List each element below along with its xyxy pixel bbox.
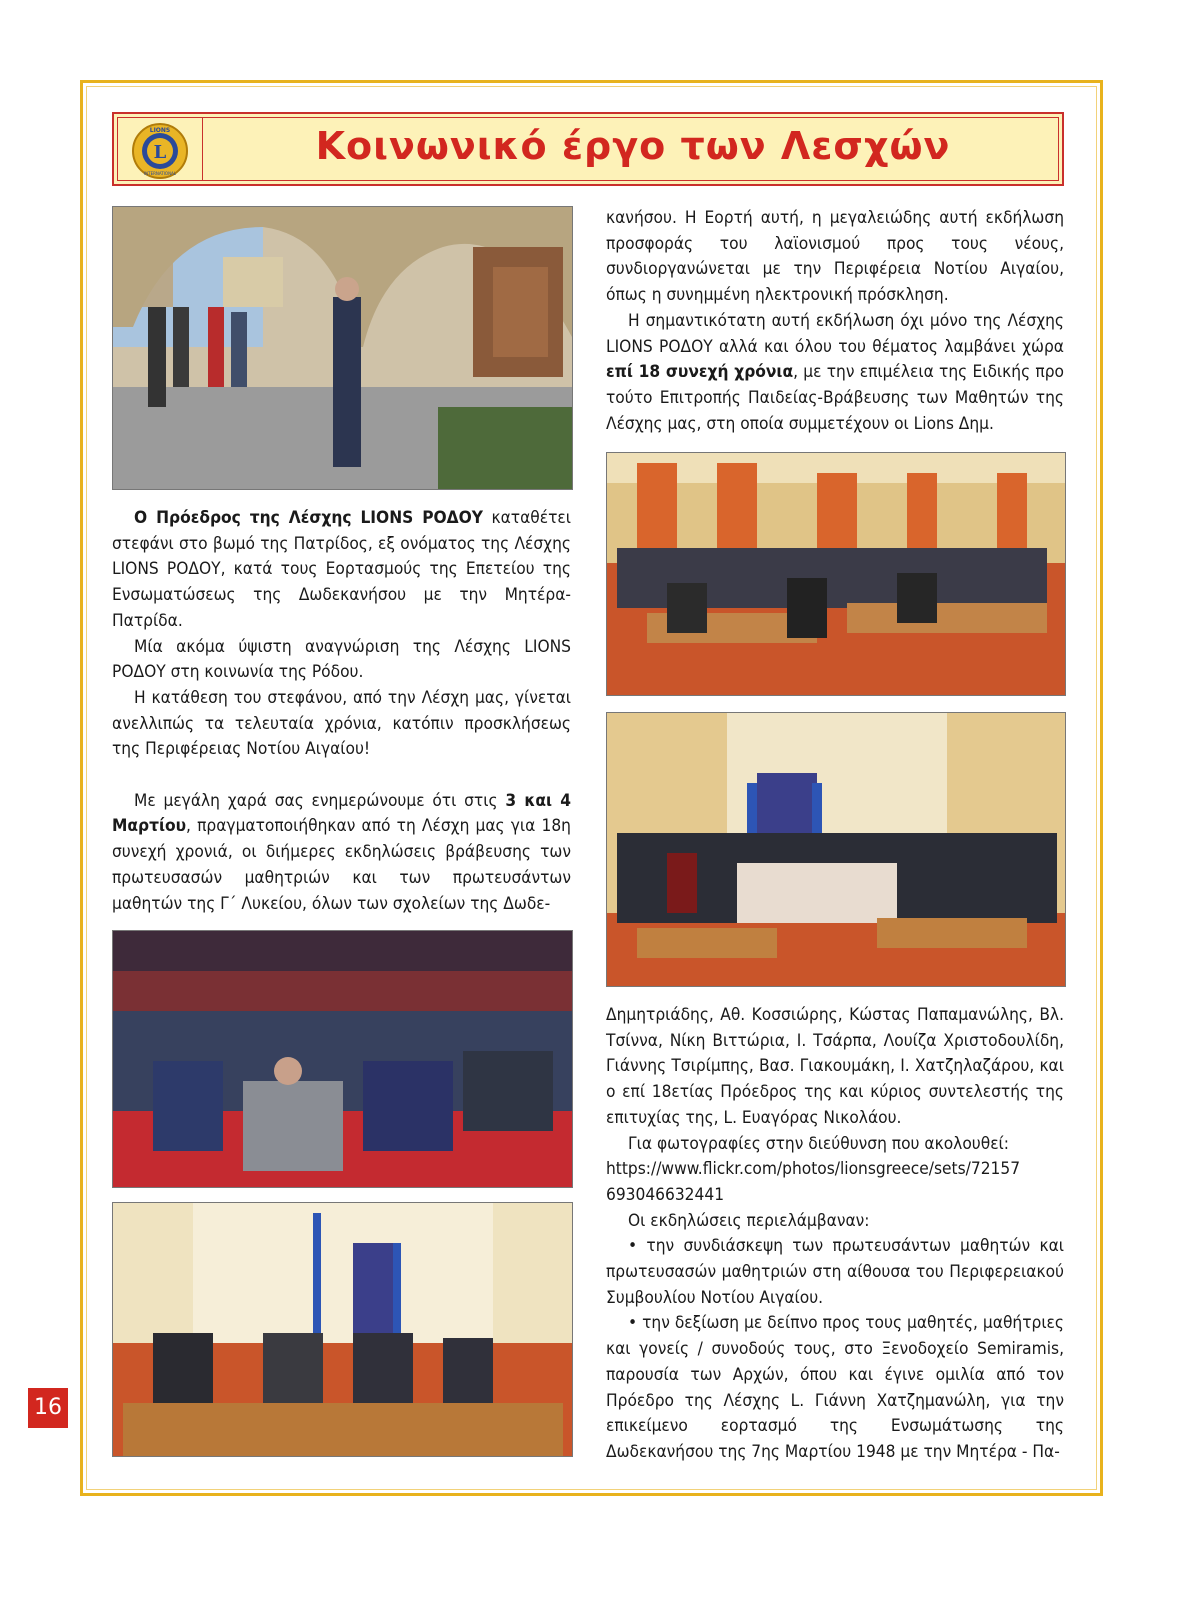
svg-text:L: L <box>153 142 167 163</box>
article-text-right-top: κανήσου. Η Εορτή αυτή, η μεγαλειώδης αυτή εκδήλωση προσφοράς του λαϊονισμού προς τους νέους, συνδιοργανώνεται με την Περιφέρεια Νοτίου Αιγαίου, όπως η συνημμένη ηλεκτρονική πρόσκληση. Η σημαντικότατη αυτή εκδήλωση όχι μόνο της Λέσχης LIONS ΡΟΔΟΥ αλλά και όλου του θέματος λαμβάνει χώρα επί 18 συνεχή χρόνια, με την επιμέλεια της Ειδικής προ τούτο Επιτροπής Παιδείας-Βράβευσης των Μαθητών της Λέσχης μας, στη οποία συμμετέχουν οι Lions Δημ. <box>606 208 1065 434</box>
flickr-link[interactable]: https://www.flickr.com/photos/lionsgreece/sets/72157 693046632441 <box>606 1159 1021 1205</box>
svg-text:LIONS: LIONS <box>149 127 171 134</box>
photo-council-conference <box>606 452 1066 696</box>
svg-text:INTERNATIONAL: INTERNATIONAL <box>143 171 177 176</box>
photo-theater-audience <box>112 930 573 1188</box>
page-title: Κοινωνικό έργο των Λεσχών <box>315 124 951 168</box>
photo-wreath-ceremony <box>112 206 573 490</box>
photo-podium-speakers <box>112 1202 573 1457</box>
article-text-left: Ο Πρόεδρος της Λέσχης LIONS ΡΟΔΟΥ καταθέτει στεφάνι στο βωμό της Πατρίδος, εξ ονόματος της Λέσχης LIONS ΡΟΔΟΥ, κατά τους Εορτασμούς της Επετείου της Ενσωματώσεως της Δωδεκανήσου με την Μητέρα-Πατρίδα. Μία ακόμα ύψιστη αναγνώριση της Λέσχης LIONS ΡΟΔΟΥ στη κοινωνία της Ρόδου. Η κατάθεση του στεφάνου, από την Λέσχη μας, γίνεται ανελλιπώς τα τελευταία χρόνια, κατόπιν προσκλήσεως της Περιφέρειας Νοτίου Αιγαίου! Με μεγάλη χαρά σας ενημερώνουμε ότι στις 3 και 4 Μαρτίου, πραγματοποιήθηκαν από τη Λέσχη μας για 18η συνεχή χρονιά, οι διήμερες εκδηλώσεις βράβευσης των πρωτευσασών μαθητριών και των πρωτευσάντων μαθητών της Γ΄ Λυκείου, όλων των σχολείων της Δωδε- <box>112 508 571 914</box>
lions-logo <box>118 118 203 180</box>
page-number: 16 <box>28 1388 68 1428</box>
photo-group-students <box>606 712 1066 987</box>
article-text-right-bottom: Δημητριάδης, Αθ. Κοσσιώρης, Κώστας Παπαμανώλης, Βλ. Τσίννα, Νίκη Βιττώρια, Ι. Τσάρπα, Λουίζα Χριστοδουλίδη, Γιάννης Τσιρίμπης, Βασ. Γιακουμάκη, Ι. Χατζηλαζάρου, και ο επί 18ετίας Πρόεδρος της και κύριος συντελεστής της επιτυχίας της, L. Ευαγόρας Νικολάου. Για φωτογραφίες στην διεύθυνση που ακολουθεί: https://www.flickr.com/photos/lionsgreece/sets/72157 693046632441 Οι εκδηλώσεις περιελάμβαναν: • την συνδιάσκεψη των πρωτευσάντων μαθητών και πρωτευσασών μαθητριών στη αίθουσα του Περιφερειακού Συμβουλίου Νοτίου Αιγαίου. • την δεξίωση με δείπνο προς τους μαθητές, μαθήτριες και γονείς / συνοδούς τους, στο Ξενοδοχείο Semiramis, παρουσία των Αρχών, όπου και έγινε ομιλία από τον Πρόεδρο της Λέσχης L. Γιάννη Χατζημανώλη, για την επικείμενο εορτασμό της Ενσωμάτωσης της Δωδεκανήσου της 7ης Μαρτίου 1948 με την Μητέρα - Πα- <box>606 1005 1064 1462</box>
section-header <box>112 112 1064 186</box>
